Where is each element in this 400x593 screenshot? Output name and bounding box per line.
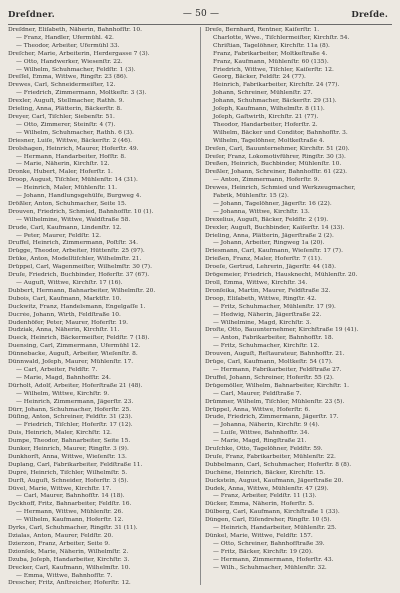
directory-entry: Driesner, Luiſe, Wittwe, Bäckerſtr. 2 (46). xyxy=(8,137,133,144)
directory-entry: Drießen, Franz, Maler, Hoferſtr. 7 (11). xyxy=(205,256,322,263)
directory-entry: Dubbelmann, Carl, Schuhmacher, Hoferſtr. 8 (8). xyxy=(205,461,352,468)
directory-entry: — Hermann, Handarbeiter, Hofſtr. 8. xyxy=(16,153,127,160)
directory-entry: Dumpe, Theodor, Bahnarbeiter, Seite 15. xyxy=(8,438,131,445)
directory-entry: Drügge, Theodor, Arbeiter, Hüttenſtr. 25 (97). xyxy=(8,248,145,255)
directory-entry: — Marie, Näherin, Kirchſtr. 12. xyxy=(16,161,110,168)
directory-entry: — Theodor, Arbeiter, Ufermühl 33. xyxy=(16,42,120,49)
directory-entry: — Wilhelm, Schuhmacher, Rathh. 6 (3). xyxy=(16,129,134,136)
directory-entry: — Fritz, Schuhmacher, Mühlenſtr. 17 (9). xyxy=(213,303,336,310)
directory-entry: — Wilhelm, Schuhmacher, Feldſtr. 1 (3). xyxy=(16,66,136,73)
directory-entry: Heinrich, Fabrikarbeiter, Kirchſtr. 24 (77). xyxy=(213,82,340,89)
directory-entry: — Johann, Handlungsgehülfe, Burgweg 4. xyxy=(16,193,142,200)
directory-entry: — Heinrich, Zimmermann, Jägerſtr. 23. xyxy=(16,398,134,405)
directory-entry: Dzierzon, Franz, Arbeiter, Seite 9. xyxy=(8,540,110,547)
directory-entry: Drecker, Carl, Kaufmann, Wilhelmſtr. 10. xyxy=(8,564,131,571)
directory-entry: Drude, Carl, Kaufmann, Lindenſtr. 12. xyxy=(8,224,122,231)
directory-entry: — Carl, Maurer, Bahnhofſtr. 14 (18). xyxy=(16,493,125,500)
directory-entry: Dyckhoff, Fritz, Bahnarbeiter, Feldſtr. 16. xyxy=(8,501,132,508)
entries-columns xyxy=(8,27,394,589)
directory-entry: Johann, Schuhmacher, Bäckerſtr. 29 (31). xyxy=(213,98,337,105)
directory-entry: Drexler, Auguſt, Stellmacher, Rathh. 9. xyxy=(8,98,125,105)
directory-entry: Theodor, Handarbeiter, Hoferſtr. 2. xyxy=(213,121,318,128)
directory-entry: Dürr, Johann, Schuhmacher, Hoferſtr. 25. xyxy=(8,406,132,413)
directory-entry: Dünkel, Marie, Wittwe, Feldſtr. 157. xyxy=(205,533,313,539)
header-left-catchword: Dreſdner. xyxy=(8,10,55,20)
directory-entry: Drewes, Carl, Schneidermeiſter, 12. xyxy=(8,82,116,89)
directory-entry: Dreſen, Carl, Bauunternehmer, Kirchſtr. 51 (20). xyxy=(205,145,350,152)
left-column xyxy=(8,27,197,589)
directory-entry: Droop, August, Tiſchler, Mühlenſtr. 14 (31). xyxy=(8,177,138,184)
directory-entry: Georg, Bäcker, Feldſtr. 24 (77). xyxy=(213,74,306,81)
directory-entry: — Heinrich, Maler, Mühlenſtr. 11. xyxy=(16,185,118,192)
directory-entry: Drüge, Carl, Kaufmann, Moltkeſtr. 54 (17). xyxy=(205,359,333,366)
directory-entry: Drüke, Anton, Modelltiſchler, Wilhelmſtr. 21. xyxy=(8,256,142,263)
directory-entry: Dudenhöfer, Peter, Maurer, Hoferſtr. 19. xyxy=(8,319,128,326)
directory-entry: — Anton, Fabrikarbeiter, Bahnhofſtr. 18. xyxy=(213,335,334,342)
directory-entry: — Wilhelm, Wittwe, Kirchſtr. 9. xyxy=(16,390,110,397)
directory-entry: — Fritz, Bäcker, Kirchſtr. 19 (20). xyxy=(213,548,313,555)
directory-entry: Franz, Fabrikarbeiter, Moltkeſtraße 4. xyxy=(213,50,328,57)
directory-entry: Drümmer, Wilhelm, Tiſchler, Mühlenſtr. 23 (5). xyxy=(205,398,345,405)
directory-entry: — Otto, Handwerker, Wiesenſtr. 22. xyxy=(16,58,123,65)
directory-entry: Dyrks, Carl, Schuhmacher, Ringſtr. 31 (11). xyxy=(8,525,138,532)
directory-entry: Dücker, Emma, Näherin, Hoferſtr. 5. xyxy=(205,501,314,508)
directory-entry: Driesmann, Carl, Kaufmann, Wieſenſtr. 17 (7). xyxy=(205,248,343,255)
directory-entry: — Hedwig, Näherin, Jägerſtraße 22. xyxy=(213,311,322,318)
directory-entry: Wilhelm, Bäcker und Conditor, Bahnhofſtr. 3. xyxy=(213,129,348,136)
directory-entry: Drögemeier, Friedrich, Hausknecht, Mühlenſtr. 20. xyxy=(205,272,358,279)
directory-entry: Drude, Friedrich, Zimmermann, Jägerſtr. 17. xyxy=(205,414,339,421)
directory-entry: — Luiſe, Wittwe, Bahnhofſtr. 34. xyxy=(213,430,310,437)
directory-entry: Drieling, Anna, Plätterin, Jägerſtraße 2 (2). xyxy=(205,232,334,239)
directory-entry: Düngen, Carl, Eiſendreher, Ringſtr. 10 (5). xyxy=(205,517,332,524)
directory-entry: Druffel, Heinrich, Zimmermann, Poſtſtr. 34. xyxy=(8,240,138,247)
directory-entry: — Johanna, Näherin, Kirchſtr. 9 (4). xyxy=(213,422,320,429)
directory-entry: — Marie, Magd, Bahnhofſtr. 24. xyxy=(16,374,111,381)
directory-entry: — Wilh., Schuhmacher, Mühlenſtr. 32. xyxy=(213,564,327,571)
directory-entry: Drüppel, Anna, Wittwe, Hoferſtr. 6. xyxy=(205,406,311,413)
directory-entry: Dueck, Heinrich, Bäckermeiſter, Feldſtr. 7 (18). xyxy=(8,335,150,342)
directory-entry: — Johann, Arbeiter, Ringweg 1a (20). xyxy=(213,240,325,247)
directory-entry: Johann, Schreiner, Mühlenſtr. 27. xyxy=(213,90,313,97)
directory-entry: Drolshagen, Heinrich, Maurer, Hoferſtr. 49. xyxy=(8,145,139,152)
directory-entry: Drewes, Heinrich, Schmied und Werkzeugmacher, xyxy=(205,185,356,192)
directory-entry: Dudek, Anna, Wittwe, Mühlenſtr. 47 (29). xyxy=(205,485,329,492)
directory-entry: Dzuba, Joſeph, Handarbeiter, Kirchſtr. 3. xyxy=(8,556,130,563)
directory-entry: — Johann, Tagelöhner, Jägerſtr. 16 (22). xyxy=(213,200,332,207)
directory-entry: Drexler, Auguſt, Buchbinder, Kaiſerſtr. 14 (33). xyxy=(205,224,345,231)
directory-entry: — Wilhelm, Kaufmann, Hoferſtr. 12. xyxy=(16,517,124,524)
directory-entry: — Anton, Zimmermann, Hoferſtr. 9. xyxy=(213,177,320,184)
directory-entry: Duplang, Carl, Fabrikarbeiter, Feldſtraße 11. xyxy=(8,461,143,468)
directory-entry: Druffel, Johann, Schreiner, Hoferſtr. 55 (2). xyxy=(205,374,334,381)
right-column xyxy=(205,27,394,589)
directory-entry: Drexelius, Auguſt, Bäcker, Feldſtr. 2 (19). xyxy=(205,216,329,223)
directory-entry: Duchêne, Heinrich, Bäcker, Kirchſtr. 15. xyxy=(205,469,326,476)
directory-entry: — Marie, Magd, Ringſtraße 21. xyxy=(213,438,307,445)
directory-entry: Dubois, Carl, Kaufmann, Marktſtr. 10. xyxy=(8,295,122,302)
directory-entry: Druſe, Friedrich, Buchbinder, Hoferſtr. 37 (67). xyxy=(8,272,150,279)
directory-entry: Droll, Emma, Wittwe, Kirchſtr. 34. xyxy=(205,280,308,286)
directory-entry: Chriſtian, Tagelöhner, Kirchſtr. 11a (8). xyxy=(213,42,330,49)
directory-entry: Drouven, Auguſt, Reſtaurateur, Bahnhofſtr. 21. xyxy=(205,351,345,358)
directory-entry: Düſing, Anton, Schreiner, Feldſtr. 31 (23). xyxy=(8,414,133,421)
directory-entry: — Fritz, Schuhmacher, Kirchſtr. 12. xyxy=(213,343,320,350)
directory-entry: Droſte, Otto, Bauunternehmer, Kirchſtraße 19 (41). xyxy=(205,327,359,334)
directory-entry: Droop, Eliſabeth, Wittwe, Ringſtr. 42. xyxy=(205,295,317,302)
directory-entry: Drescher, Fritz, Anſtreicher, Hoferſtr. 12. xyxy=(8,580,131,587)
directory-entry: Droeſe, Gertrud, Lehrerin, Jägerſtr. 44 (18). xyxy=(205,264,336,271)
directory-entry: Fabrik, Mühlenſtr. 15 (2). xyxy=(213,193,289,200)
directory-entry: — Hermann, Fabrikarbeiter, Feldſtraße 27. xyxy=(213,366,342,373)
directory-entry: — Peter, Maurer, Feldſtr. 12. xyxy=(16,232,101,239)
directory-entry: Dudziak, Anna, Näherin, Kirchſtr. 11. xyxy=(8,327,120,334)
directory-entry: — Heinrich, Handarbeiter, Mühlenſtr. 25. xyxy=(213,525,337,532)
directory-entry: Drieling, Anna, Plätterin, Bäckerſtr. 8. xyxy=(8,106,122,113)
directory-entry: Charlotte, Wwe., Tiſchlermeiſter, Kirchſtr. 54. xyxy=(213,34,350,41)
directory-entry: Dronſeika, Martin, Maurer, Feldſtraße 32. xyxy=(205,287,331,294)
directory-entry: Dubbert, Hermann, Bahnarbeiter, Wilhelmſtr. 20. xyxy=(8,287,156,294)
directory-entry: Drouven, Friedrich, Schmied, Bahnhofſtr. 10 (1). xyxy=(8,208,154,215)
directory-entry: — Carl, Arbeiter, Feldſtr. 7. xyxy=(16,366,98,373)
directory-entry: Dülberg, Carl, Kaufmann, Kirchſtraße 1 (33). xyxy=(205,509,340,516)
directory-entry: Dronke, Hubert, Maler, Hoferſtr. 1. xyxy=(8,169,113,176)
directory-entry: Dreſdner, Eliſabeth, Näherin, Bahnhofſtr. 10. xyxy=(8,27,143,33)
directory-entry: Dreßen, Heinrich, Buchbinder, Mühlenſtr. 10. xyxy=(205,161,342,168)
directory-entry: — Friedrich, Tiſchler, Hoferſtr. 17 (12). xyxy=(16,422,133,429)
directory-entry: Duis, Heinrich, Maler, Kirchſtr. 12. xyxy=(8,430,112,437)
directory-entry: — Otto, Zimmerer, Steinſtr. 4 (7). xyxy=(16,121,116,128)
directory-entry: Dreyer, Carl, Tiſchler, Siebenſtr. 51. xyxy=(8,113,115,120)
directory-entry: Joſeph, Gaſtwirth, Kirchſtr. 21 (77). xyxy=(213,113,319,120)
directory-entry: Dürholt, Adolf, Arbeiter, Hoferſtraße 21 (48). xyxy=(8,382,143,389)
directory-entry: — Friedrich, Zimmermann, Moltkeſtr. 3 (3). xyxy=(16,90,147,97)
directory-entry: Dreſſel, Emma, Wittwe, Ringſtr. 23 (86). xyxy=(8,74,128,81)
directory-entry: Dünnebacke, Auguſt, Arbeiter, Wieſenſtr. 8. xyxy=(8,351,138,358)
directory-entry: Drößler, Anton, Schuhmacher, Seite 15. xyxy=(8,200,127,207)
directory-entry: Friedrich, Wittwe, Tiſchler, Kaiſerſtr. 12. xyxy=(213,66,334,73)
header-right-catchword: Dreſde. xyxy=(351,10,388,20)
directory-entry: Dunkhorſt, Anna, Wittwe, Wieſenſtr. 13. xyxy=(8,453,127,460)
directory-entry: — Hermann, Zimmermann, Hoferſtr. 43. xyxy=(213,556,334,563)
directory-entry: Drüppel, Carl, Wagenmeiſter, Wilhelmſtr. 30 (7). xyxy=(8,264,152,271)
directory-entry: — Otto, Schreiner, Bahnhofſtraße 39. xyxy=(213,540,325,547)
directory-entry: Druſchke, Otto, Tagelöhner, Feldſtr. 59. xyxy=(205,446,323,453)
directory-entry: Duckwitz, Franz, Handelsmann, Engelgaſſe 1. xyxy=(8,303,146,310)
header-rule xyxy=(8,24,392,25)
directory-entry: — Franz, Handler, Ufermühl. 42. xyxy=(16,34,114,41)
directory-entry: Wilhelm, Tagelöhner, Moltkeſtraße 4. xyxy=(213,137,325,144)
directory-entry: Duckstein, August, Kaufmann, Jägerſtraße 20. xyxy=(205,477,344,484)
directory-entry: Joſeph, Kaufmann, Wilhelmſtr. 8 (11). xyxy=(213,106,325,113)
directory-entry: Drügemöller, Wilhelm, Bahnarbeiter, Kirchſtr. 1. xyxy=(205,382,350,389)
directory-entry: Dupré, Heinrich, Tiſchler, Wilhelmſtr. 5. xyxy=(8,469,128,476)
directory-entry: — Wilhelmine, Magd, Kirchſtr. 3. xyxy=(213,319,312,326)
directory-entry: — Emma, Wittwe, Bahnhofſtr. 7. xyxy=(16,572,113,579)
directory-entry: Dreßler, Johann, Schreiner, Bahnhofſtr. 61 (22). xyxy=(205,169,348,176)
directory-entry: — Franz, Arbeiter, Feldſtr. 11 (13). xyxy=(213,493,317,500)
directory-entry: Dreſe, Bernhard, Rentner, Kaiſerſtr. 1. xyxy=(205,27,320,33)
directory-entry: — Carl, Maurer, Feldſtraße 7. xyxy=(213,390,302,397)
directory-entry: Dreſcher, Marie, Arbeiterin, Herdergasse 7 (3). xyxy=(8,50,150,57)
directory-entry: Dunker, Heinrich, Maurer, Ringſtr. 3 (9). xyxy=(8,446,129,453)
directory-entry: Dzialas, Anton, Maurer, Feldſtr. 20. xyxy=(8,533,114,539)
page-header xyxy=(8,6,394,24)
directory-entry: Dreſer, Franz, Lokomotivführer, Ringſtr. 30 (3). xyxy=(205,153,346,160)
directory-entry: — Hermann, Wittwe, Mühlenſtr. 26. xyxy=(16,509,124,516)
directory-entry: — Johanna, Wittwe, Kirchſtr. 13. xyxy=(213,208,310,215)
page-number: — 50 — xyxy=(182,9,220,19)
directory-entry: — Auguſt, Wittwe, Kirchſtr. 17 (16). xyxy=(16,280,123,286)
directory-entry: Düvel, Marie, Wittwe, Kirchſtr. 17. xyxy=(8,485,112,492)
directory-entry: Duensing, Carl, Zimmermann, Ufermühl 12. xyxy=(8,343,141,350)
directory-entry: Franz, Kaufmann, Mühlenſtr. 60 (135). xyxy=(213,58,329,65)
directory-entry: Ducrée, Johann, Wirth, Feldſtraße 10. xyxy=(8,311,121,318)
directory-entry: — Wilhelmine, Wittwe, Waldſtraße 58. xyxy=(16,216,131,223)
directory-entry: Dünnwald, Joſeph, Maurer, Mühlenſtr. 17. xyxy=(8,359,134,366)
directory-entry: Durſt, Auguſt, Schneider, Hoferſtr. 3 (5). xyxy=(8,477,129,484)
directory-entry: Dzionſek, Marie, Näherin, Wilhelmſtr. 2. xyxy=(8,548,129,555)
directory-entry: Druſe, Franz, Fabrikarbeiter, Mühlenſtr. 22. xyxy=(205,453,336,460)
